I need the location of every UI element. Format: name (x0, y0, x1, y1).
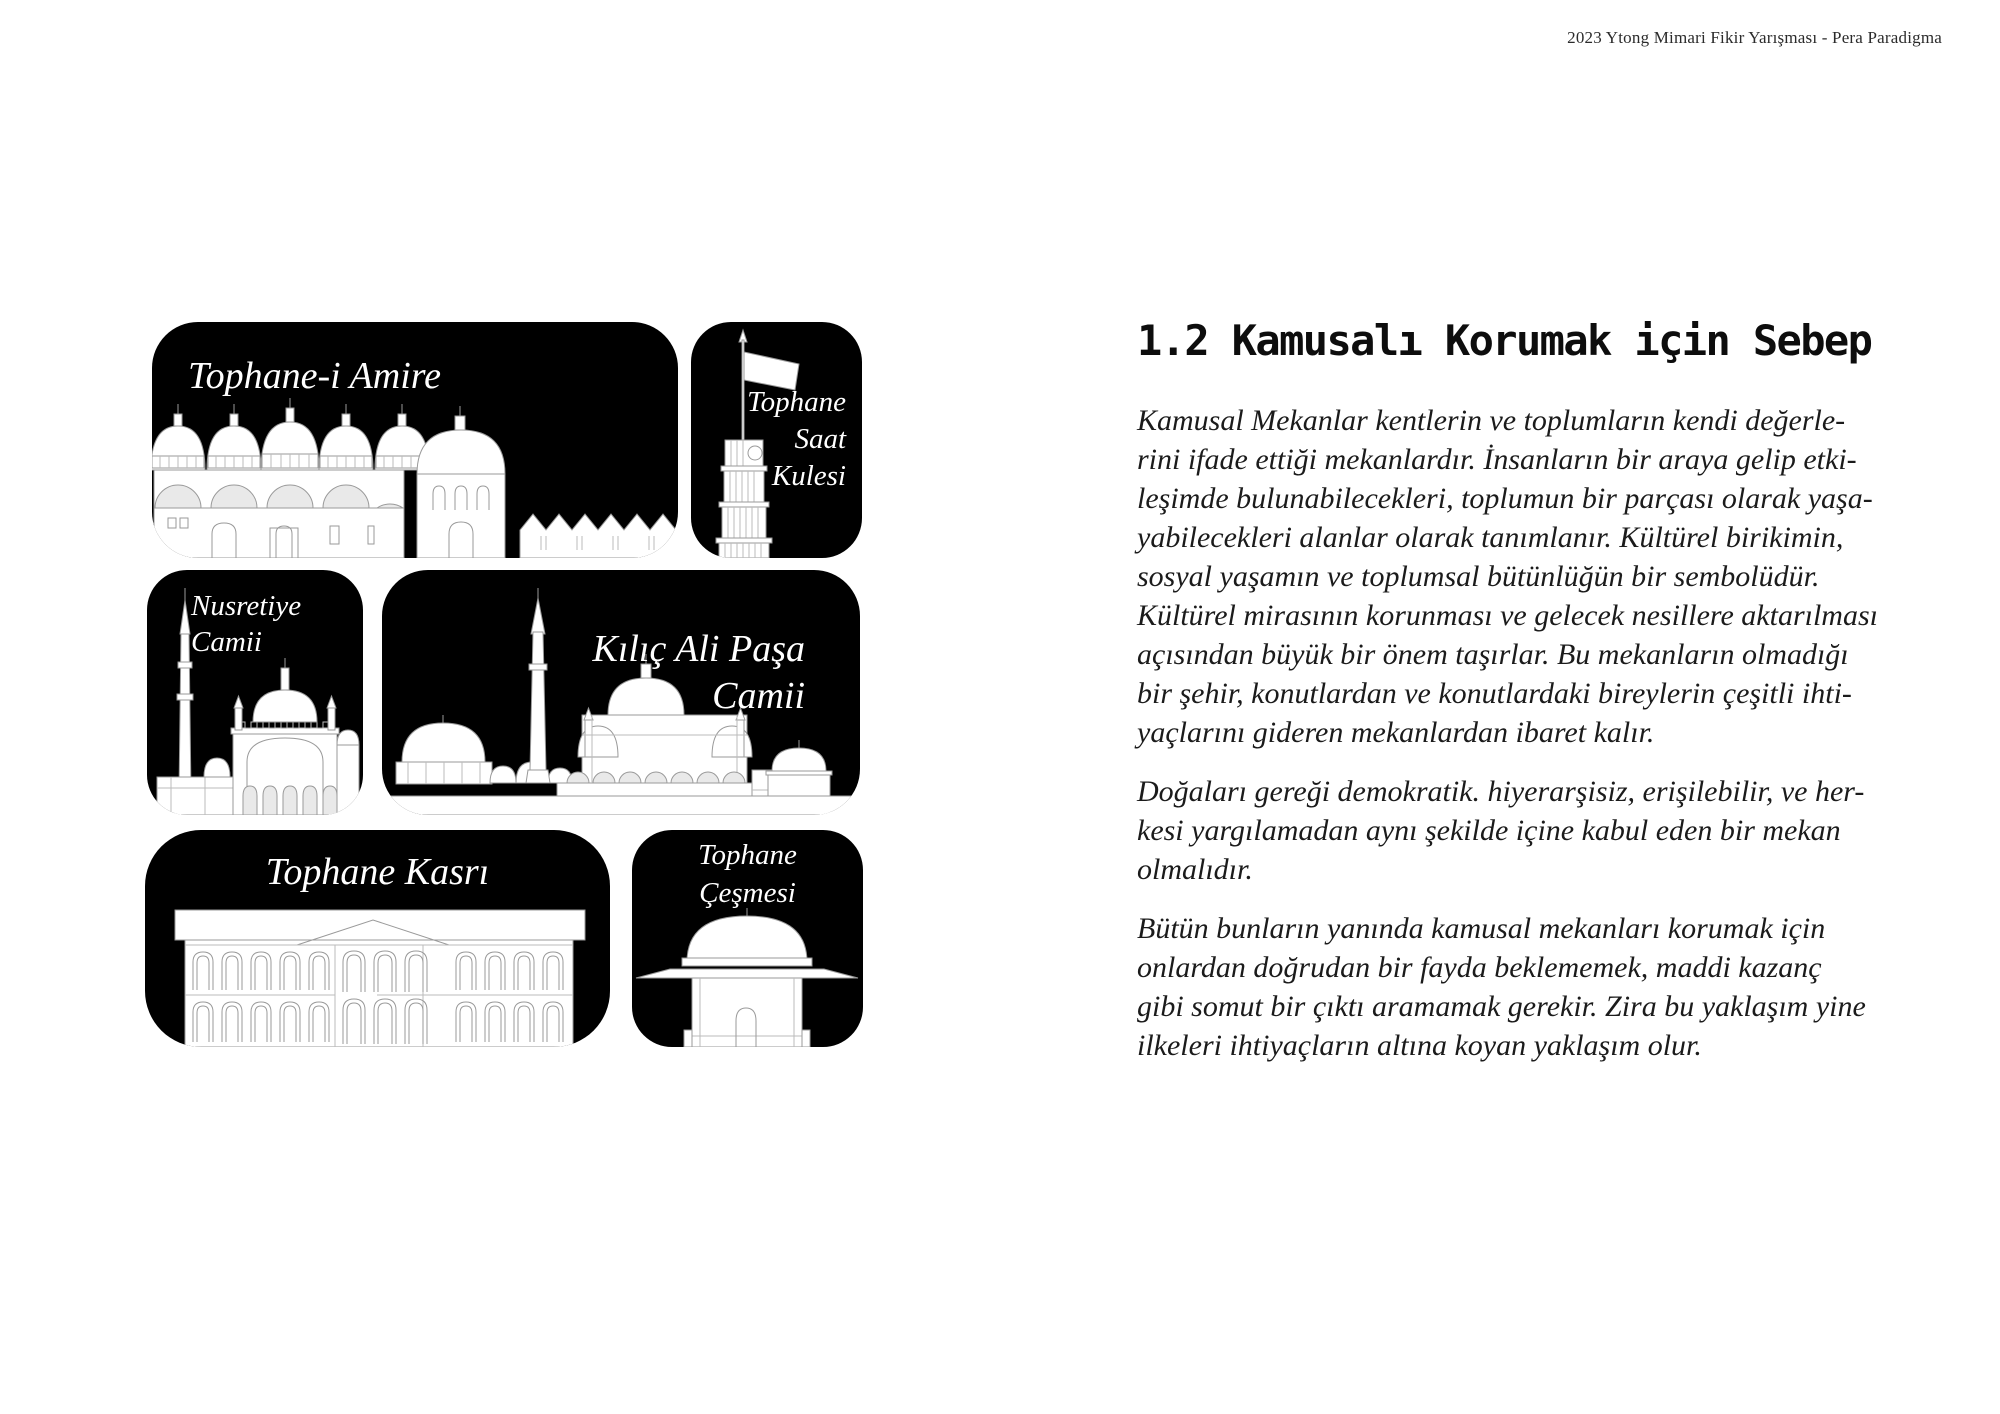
text-line: Kültürel mirasının korunması ve gelecek nesillere aktarılması (1137, 599, 1878, 632)
card-label-line: Nusretiye (191, 590, 302, 622)
text-line: bir şehir, konutlardan ve konutlardaki bireylerin çeşitli ihti- (1137, 677, 1852, 710)
platform (157, 758, 239, 815)
domed-building (417, 406, 505, 558)
card-label-line: Camii (712, 675, 805, 717)
card-tophane-saat-kulesi (691, 322, 862, 558)
text-line: Doğaları gereği demokratik. hiyerarşisiz, erişilebilir, ve her- (1137, 775, 1865, 808)
mosque (231, 658, 359, 815)
paragraph (1137, 401, 1927, 752)
card-nusretiye-camii (147, 570, 363, 815)
left-dome (396, 715, 492, 784)
card-label (632, 836, 863, 912)
card-tophane-i-amire (152, 322, 678, 558)
text-line: Bütün bunların yanında kamusal mekanları korumak için (1137, 912, 1826, 945)
article-body (1137, 401, 1927, 1065)
card-label-line: Çeşmesi (699, 877, 796, 909)
text-line: yaçlarını gideren mekanlardan ibaret kalır. (1137, 716, 1655, 749)
section-heading: 1.2 Kamusalı Korumak için Sebep (1137, 316, 1872, 365)
text-line: rini ifade ettiği mekanlardır. İnsanların bir araya gelip etki- (1137, 443, 1857, 476)
text-line: kesi yargılamadan aynı şekilde içine kabul eden bir mekan (1137, 814, 1841, 847)
zigzag-wall (520, 514, 676, 558)
fountain (636, 908, 858, 1047)
document-header: 2023 Ytong Mimari Fikir Yarışması - Pera Paradigma (1567, 28, 1942, 47)
text-line: yabilecekleri alanlar olarak tanımlanır. Kültürel birikimin, (1137, 521, 1844, 554)
card-label-line: Kılıç Ali Paşa (592, 628, 805, 670)
card-label (188, 354, 441, 398)
card-label-line: Tophane Kasrı (265, 851, 490, 893)
card-tophane-kasri (145, 830, 610, 1047)
card-label (747, 384, 846, 495)
text-line: açısından büyük bir önem taşırlar. Bu mekanların olmadığı (1137, 638, 1849, 671)
card-label-line: Tophane-i Amire (188, 355, 441, 397)
card-tophane-cesmesi (632, 830, 863, 1047)
card-label-line: Kulesi (771, 460, 846, 492)
card-label-line: Camii (191, 626, 262, 658)
dome-row (152, 398, 429, 470)
card-label-line: Saat (794, 423, 846, 455)
text-line: onlardan doğrudan bir fayda beklememek, maddi kazanç (1137, 951, 1822, 984)
text-line: sosyal yaşamın ve toplumsal bütünlüğün bir sembolüdür. (1137, 560, 1820, 593)
minaret (526, 588, 550, 783)
card-label (191, 588, 301, 660)
card-label-line: Tophane (747, 386, 846, 418)
card-label (145, 850, 610, 894)
eaves (636, 969, 858, 978)
text-line: Kamusal Mekanlar kentlerin ve toplumların kendi değerle- (1137, 404, 1846, 437)
text-line: olmalıdır. (1137, 853, 1253, 886)
card-kilic-ali-pasa-camii (382, 570, 860, 815)
text-line: gibi somut bir çıktı aramamak gerekir. Zira bu yaklaşım yine (1137, 990, 1866, 1023)
paragraph (1137, 772, 1927, 889)
ground-band (382, 796, 860, 815)
card-label (592, 626, 805, 720)
article (1137, 316, 1927, 1085)
text-line: ilkeleri ihtiyaçların altına koyan yaklaşım olur. (1137, 1029, 1702, 1062)
roof-band (175, 910, 585, 940)
paragraph (1137, 909, 1927, 1065)
card-label-line: Tophane (698, 839, 797, 871)
text-line: leşimde bulunabilecekleri, toplumun bir parçası olarak yaşa- (1137, 482, 1873, 515)
